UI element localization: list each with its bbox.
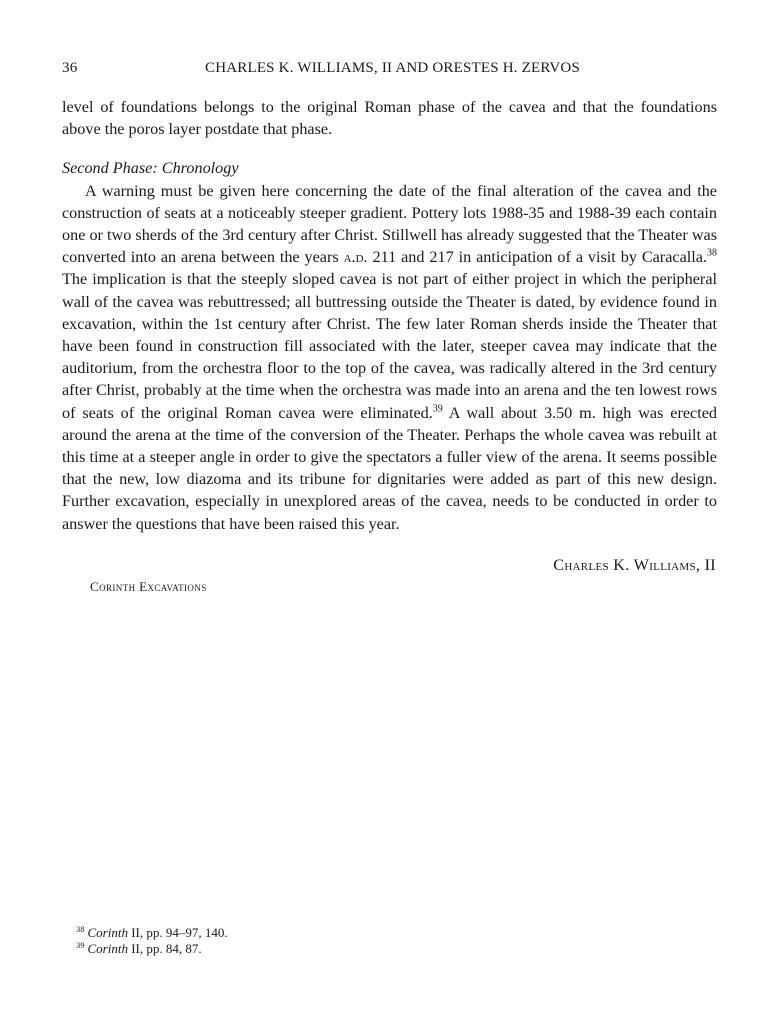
running-head: CHARLES K. WILLIAMS, II AND ORESTES H. ZERVOS (204, 60, 581, 76)
article-body (62, 96, 717, 535)
footnote-text: II, pp. 84, 87. (127, 941, 202, 956)
main-paragraph (62, 180, 717, 535)
paragraph-text-1: A warning must be given here concerning the date of the final alteration of the cavea and the construction of seats at a noticeably steeper gradient. Pottery lots 1988-35 and 1988-39 each contain one or two sherds of the 3rd century after Christ. Stillwell has already suggested that the Theater was converted into an arena between the years (62, 181, 717, 267)
author-signature: Charles K. Williams, II (553, 556, 716, 574)
footnotes (76, 925, 228, 957)
paragraph-text-3: The implication is that the steeply sloped cavea is not part of either project in which the peripheral wall of the cavea was rebuttressed; all buttressing outside the Theater is dated, by evidence found in excavation, within the 1st century after Christ. The few later Roman sherds inside the Theater that have been found in construction fill associated with the later, steeper cavea may indicate that the auditorium, from the orchestra floor to the top of the cavea, was radically altered in the 3rd century after Christ, probably at the time when the orchestra was made into an arena and the ten lowest rows of seats of the original Roman cavea were eliminated. (62, 270, 717, 422)
footnote-title: Corinth (87, 925, 128, 940)
footnote-ref-38[interactable]: 38 (706, 247, 717, 259)
footnote-39 (76, 941, 228, 957)
section-heading: Second Phase: Chronology (62, 159, 239, 178)
footnote-38 (76, 925, 228, 941)
author-affiliation: Corinth Excavations (90, 579, 207, 594)
continued-paragraph: level of foundations belongs to the original Roman phase of the cavea and that the foundations above the poros layer postdate that phase. (62, 98, 717, 139)
footnote-ref-39[interactable]: 39 (432, 403, 443, 415)
paragraph-text-2: 211 and 217 in anticipation of a visit by Caracalla. (367, 248, 707, 267)
page-number: 36 (62, 60, 78, 76)
footnote-number: 38 (76, 923, 85, 934)
footnote-title: Corinth (87, 941, 128, 956)
page-header (62, 60, 717, 82)
paragraph-text-4: A wall about 3.50 m. high was erected around the arena at the time of the conversion of the Theater. Perhaps the whole cavea was rebuilt at this time at a steeper angle in order to give the spectators a fuller view of the arena. It seems possible that the new, low diazoma and its tribune for dignitaries were added as part of this new design. Further excavation, especially in unexplored areas of the cavea, needs to be conducted in order to answer the questions that have been raised this year. (62, 403, 717, 533)
footnote-number: 39 (76, 939, 85, 950)
footnote-text: II, pp. 94–97, 140. (127, 925, 228, 940)
era-abbreviation: a.d. (343, 248, 368, 267)
